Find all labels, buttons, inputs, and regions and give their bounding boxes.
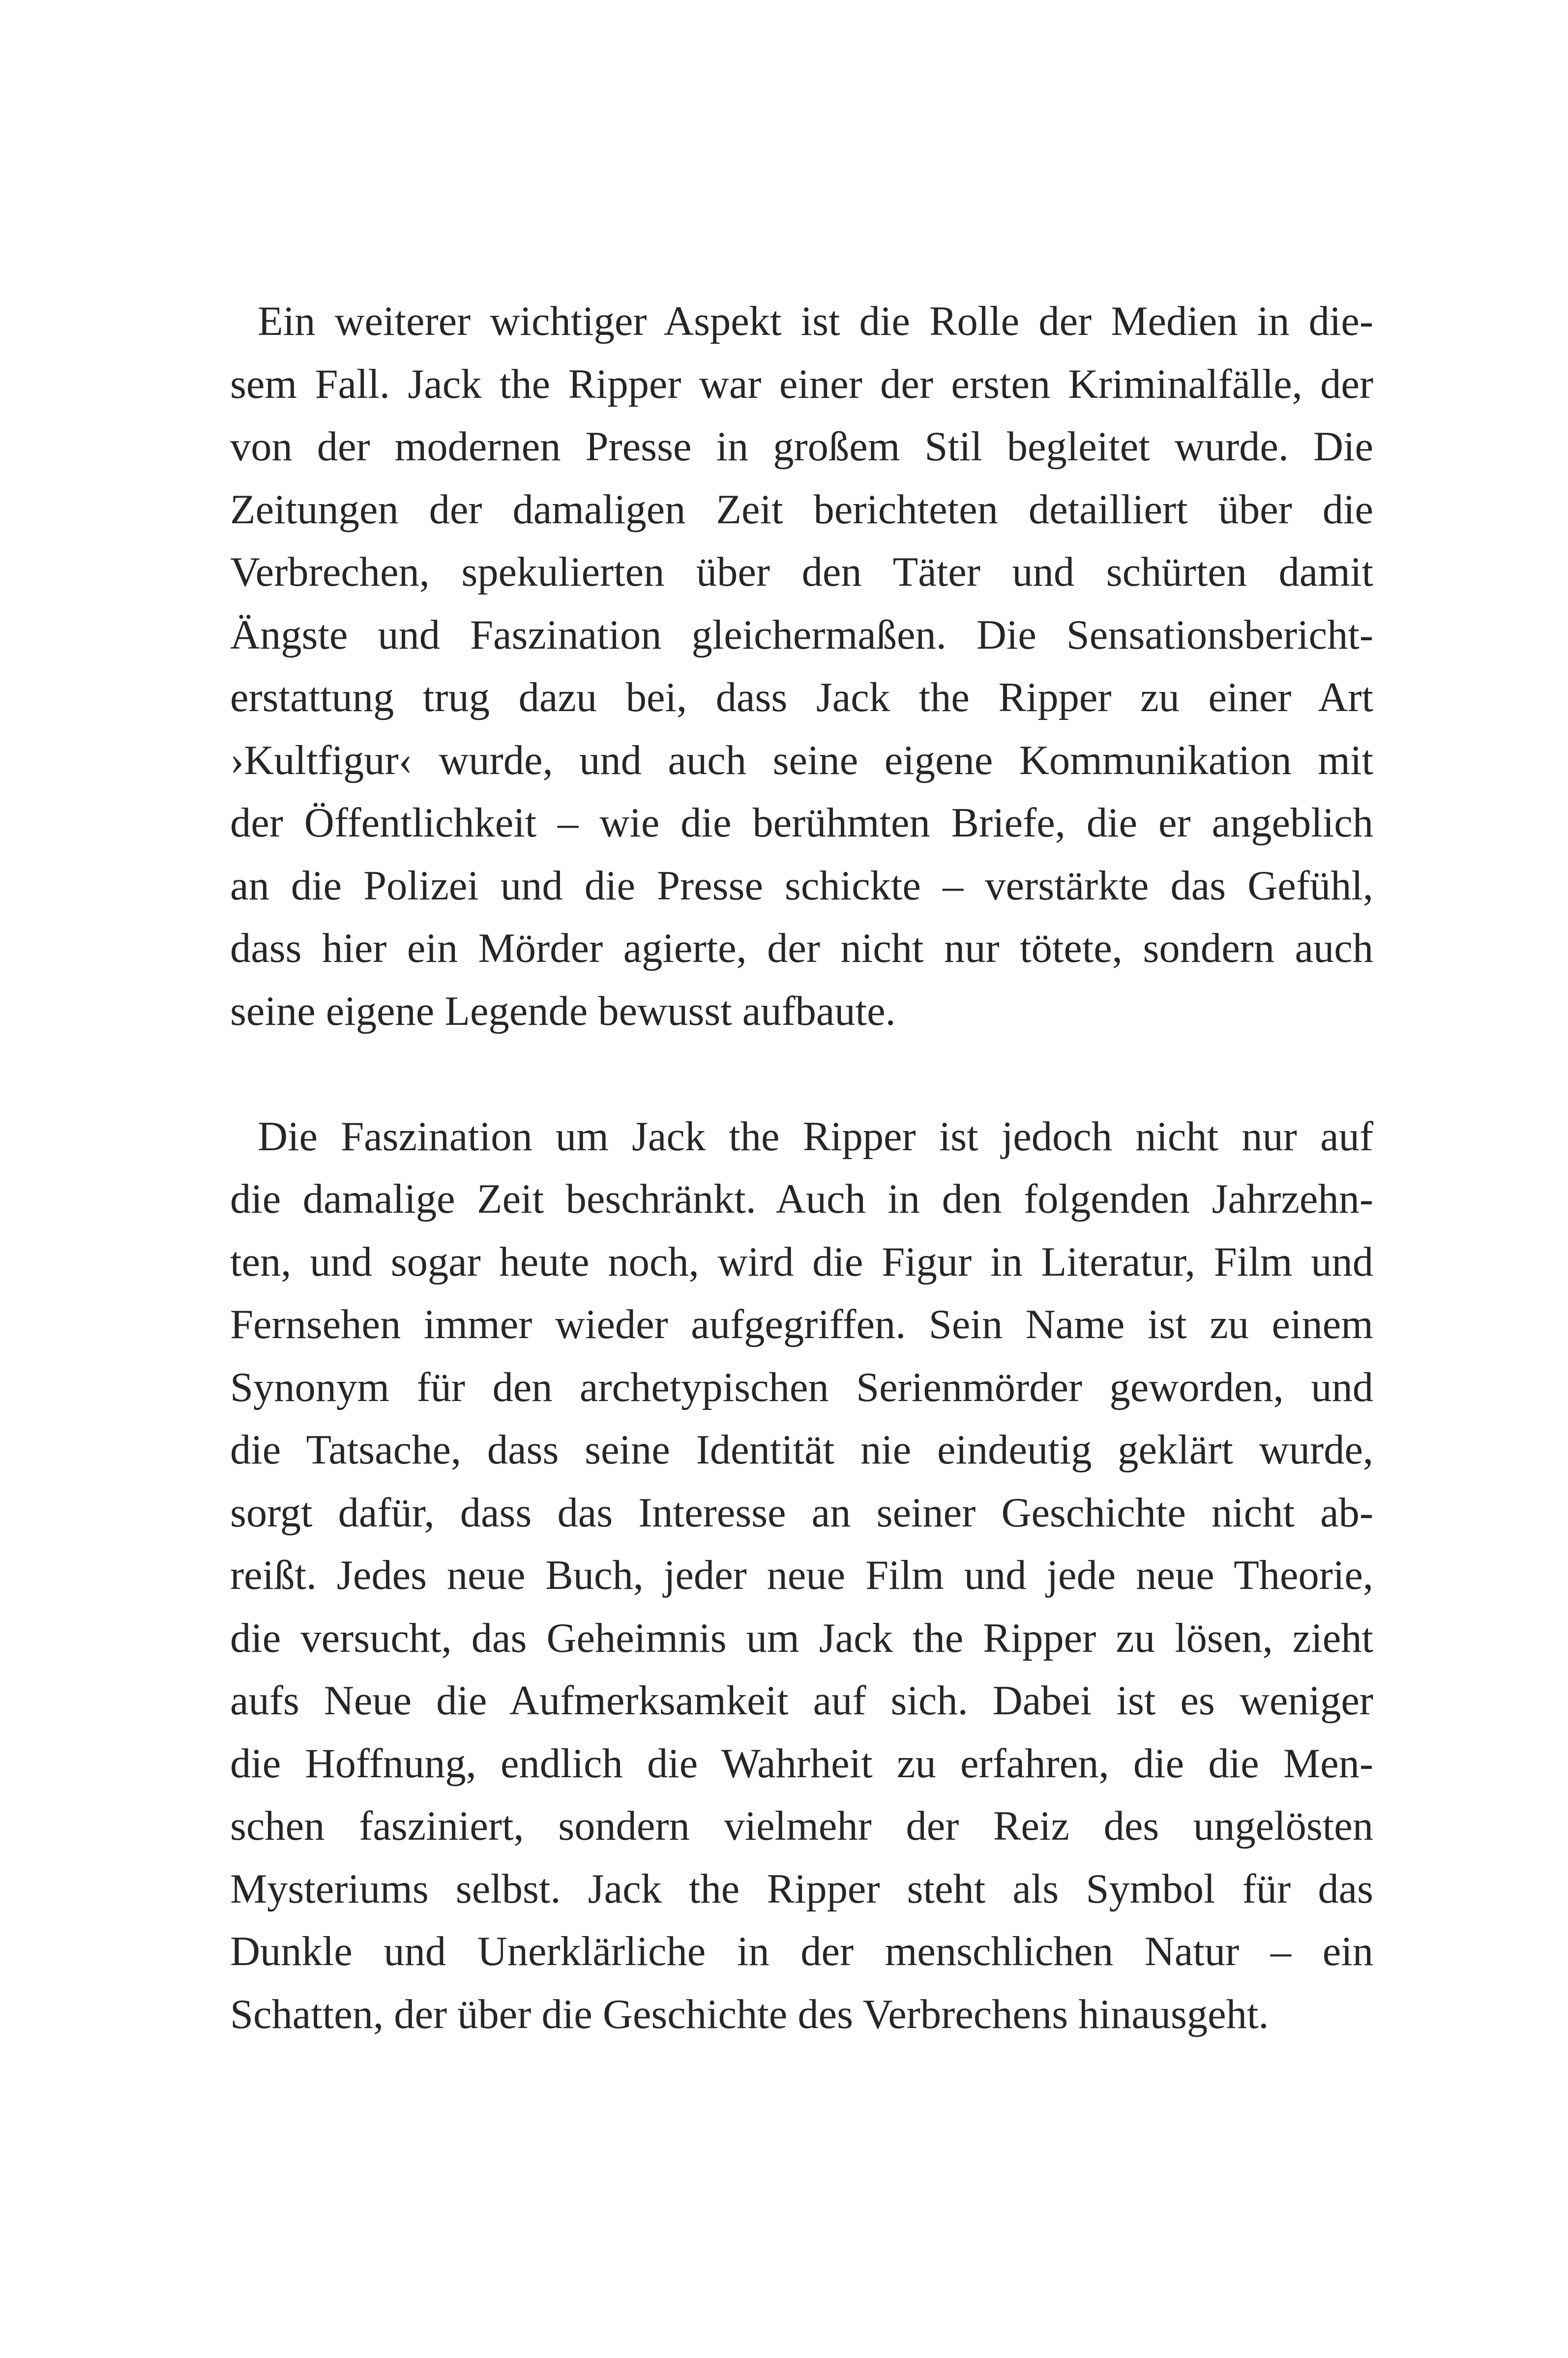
text-line: schen fasziniert, sondern vielmehr der Reiz des ungelösten [230, 1803, 1373, 1849]
text-line: Fernsehen immer wieder aufgegriffen. Sein Name ist zu einem [230, 1302, 1373, 1347]
text-line: Schatten, der über die Geschichte des Verbrechens hinausgeht. [230, 1991, 1269, 2037]
text-line: die damalige Zeit beschränkt. Auch in den folgenden Jahrzehn- [230, 1176, 1373, 1222]
text-line: an die Polizei und die Presse schickte – verstärkte das Gefühl, [230, 863, 1373, 909]
text-line: ›Kultfigur‹ wurde, und auch seine eigene Kommunikation mit [230, 737, 1373, 783]
text-line: Dunkle und Unerklärliche in der menschlichen Natur – ein [230, 1929, 1373, 1974]
text-line: die Tatsache, dass seine Identität nie eindeutig geklärt wurde, [230, 1427, 1373, 1473]
paragraph-fascination [230, 1105, 1373, 2046]
text-line: Die Faszination um Jack the Ripper ist jedoch nicht nur auf [258, 1113, 1373, 1160]
text-line: reißt. Jedes neue Buch, jeder neue Film und jede neue Theorie, [230, 1552, 1373, 1598]
text-line: seine eigene Legende bewusst aufbaute. [230, 988, 896, 1034]
text-line: von der modernen Presse in großem Stil begleitet wurde. Die [230, 424, 1373, 470]
text-line: ten, und sogar heute noch, wird die Figur in Literatur, Film und [230, 1239, 1373, 1285]
text-line: die Hoffnung, endlich die Wahrheit zu erfahren, die die Men- [230, 1740, 1373, 1787]
text-line: die versucht, das Geheimnis um Jack the Ripper zu lösen, zieht [230, 1615, 1373, 1661]
text-line: erstattung trug dazu bei, dass Jack the Ripper zu einer Art [230, 675, 1373, 720]
text-line: sem Fall. Jack the Ripper war einer der ersten Kriminalfälle, der [230, 361, 1373, 407]
paragraph-media-role [230, 290, 1373, 1043]
text-line: Mysteriums selbst. Jack the Ripper steht als Symbol für das [230, 1866, 1373, 1912]
text-line: Ängste und Faszination gleichermaßen. Die Sensationsbericht- [230, 612, 1373, 658]
text-line: sorgt dafür, dass das Interesse an seiner Geschichte nicht ab- [230, 1490, 1373, 1536]
text-line: Zeitungen der damaligen Zeit berichteten detailliert über die [230, 486, 1373, 533]
text-line: dass hier ein Mörder agierte, der nicht nur tötete, sondern auch [230, 925, 1373, 971]
text-line: der Öffentlichkeit – wie die berühmten Briefe, die er angeblich [230, 800, 1373, 846]
text-line: Synonym für den archetypischen Serienmörder geworden, und [230, 1364, 1373, 1410]
text-line: aufs Neue die Aufmerksamkeit auf sich. Dabei ist es weniger [230, 1678, 1373, 1724]
text-line: Verbrechen, spekulierten über den Täter und schürten damit [230, 549, 1373, 595]
text-line: Ein weiterer wichtiger Aspekt ist die Rolle der Medien in die- [258, 298, 1373, 344]
body-text [230, 290, 1373, 2046]
